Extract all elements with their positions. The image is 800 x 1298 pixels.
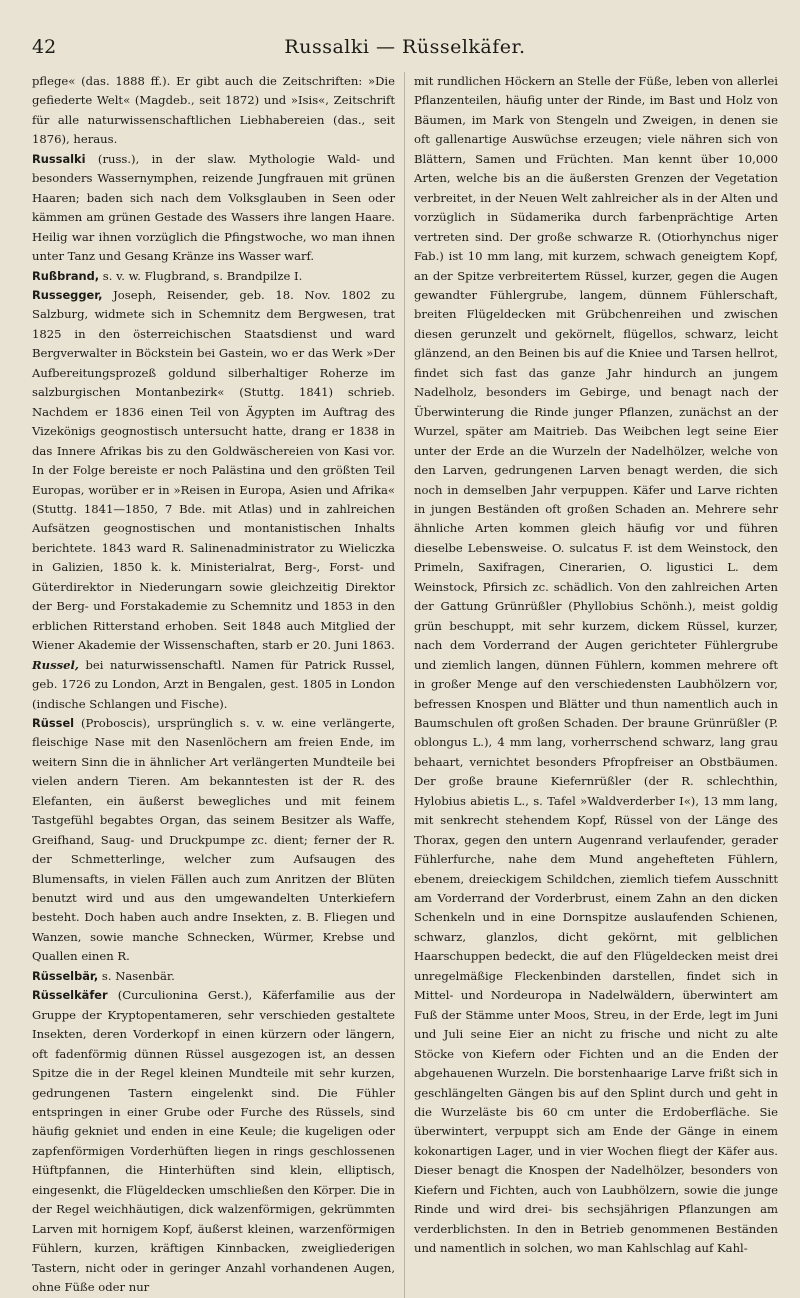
entry-ruesselbaer: [32, 967, 395, 986]
continuation-paragraph: pflege« (das. 1888 ff.). Er gibt auch die Zeitschriften: »Die gefiederte Welt« (Magdeb., seit 1872) und »Isis«, Zeitschrift für alle naturwissenschaftlichen Liebhabereien (das., seit 1876), heraus.: [32, 74, 395, 147]
headword: Russel,: [32, 657, 79, 672]
entry-russel: [32, 656, 395, 714]
entry-ruesselkaefer: [32, 986, 395, 1297]
headword: Rüsselbär,: [32, 968, 99, 983]
continuation-paragraph: mit rundlichen Höckern an Stelle der Füße, leben von allerlei Pflanzenteilen, häufig unter der Rinde, im Bast und Holz von Bäumen, im Mark von Stengeln und Zweigen, in denen sie oft gallenartige Auswüchse erzeugen; viele nähren sich von Blättern, Samen und Früchten. Man kennt über 10,000 Arten, welche bis an die äußersten Grenzen der Vegetation verbreitet, in der Neuen Welt zahlreicher als in der Alten und vorzüglich in Südamerika durch farbenprächtige Arten vertreten sind. Der große schwarze R. (Otiorhynchus niger Fab.) ist 10 mm lang, mit kurzem, schwach geneigtem Kopf, an der Spitze verbreitertem Rüssel, kurzer, gegen die Augen gewandter Fühlergrube, langem, dünnem Fühlerschaft, breiten Flügeldecken mit Grübchenreihen und zwischen diesen gerunzelt und gekörnelt, flügellos, schwarz, leicht glänzend, an den Beinen bis auf die Kniee und Tarsen hellrot, findet sich fast das ganze Jahr hindurch an jungem Nadelholz, besonders im Gebirge, und benagt nach der Überwinterung die Rinde junger Pflanzen, zunächst an der Wurzel, später am Maitrieb. Das Weibchen legt seine Eier unter der Erde an die Wurzeln der Nadelhölzer, welche von den Larven, gedrungenen Larven benagt werden, die sich noch in demselben Jahr verpuppen. Käfer und Larve richten in jungen Beständen oft großen Schaden an. Mehrere sehr ähnliche Arten kommen gleich häufig vor und führen dieselbe Lebensweise. O. sulcatus F. ist dem Weinstock, den Primeln, Saxifragen, Cinerarien, O. ligustici L. dem Weinstock, Pfirsich zc. schädlich. Von den zahlreichen Arten der Gattung Grünrüßler (Phyllobius Schönh.), meist goldig grün beschuppt, mit sehr kurzem, dickem Rüssel, kurzer, nach dem Vorderrand der Augen gerichteter Fühlergrube und ziemlich langen, dünnen Fühlern, kommen mehrere oft in großer Menge auf den verschiedensten Laubhölzern vor, befressen Knospen und Blätter und thun namentlich auch in Baumschulen oft großen Schaden. Der braune Grünrüßler (P. oblongus L.), 4 mm lang, vorherrschend schwarz, lang grau behaart, vernichtet besonders Pfropfreiser an Obstbäumen. Der große braune Kiefernrüßler (der R. schlechthin, Hylobius abietis L., s. Tafel »Waldverderber I«), 13 mm lang, mit senkrecht stehendem Kopf, Rüssel von der Länge des Thorax, gegen den untern Augenrand verlaufender, gerader Fühlerfurche, nahe dem Mund angehefteten Fühlern, ebenem, dreieckigem Schildchen, ziemlich tiefem Ausschnitt am Vorderrand der Vorderbrust, einem Zahn an den dicken Schenkeln und in eine Dornspitze auslaufenden Schienen, schwarz, glanzlos, dicht gekörnt, mit gelblichen Haarschuppen bedeckt, die auf den Flügeldecken meist drei unregelmäßige Fleckenbinden darstellen, findet sich in Mittel- und Nordeuropa in Nadelwäldern, überwintert am Fuß der Stämme unter Moos, Streu, in der Erde, legt im Juni und Juli seine Eier an nicht zu frische und nicht zu alte Stöcke von Kiefern oder Fichten und an die Enden der abgehauenen Wurzeln. Die borstenhaarige Larve frißt sich in geschlängelten Gängen bis auf den Splint durch und geht in die Wurzeläste bis 60 cm unter die Erdoberfläche. Sie überwintert, verpuppt sich am Ende der Gänge in einem kokonartigen Lager, und in vier Wochen fliegt der Käfer aus. Dieser benagt die Knospen der Nadelhölzer, besonders von Kiefern und Fichten, auch von Laubhölzern, sowie die junge Rinde und wird drei- bis sechsjährigen Pflanzungen am verderblichsten. In den in Betrieb genommenen Beständen und namentlich in solchen, wo man Kahlschlag auf Kahl-: [414, 74, 778, 1256]
headword: Russegger,: [32, 287, 103, 302]
page-header: [32, 36, 778, 62]
entry-text: s. Nasenbär.: [98, 968, 175, 983]
entry-text: bei naturwissenschaftl. Namen für Patrick Russel, geb. 1726 zu London, Arzt in Bengalen, gest. 1805 in London (indische Schlangen und Fische).: [32, 657, 395, 711]
entry-russbrand: [32, 267, 395, 286]
entry-text: (Curculionina Gerst.), Käferfamilie aus der Gruppe der Kryptopentameren, sehr verschieden gestaltete Insekten, deren Vorderkopf in einen kürzern oder längern, oft fadenförmig dünnen Rüssel ausgezogen ist, an dessen Spitze die in der Regel kleinen Mundteile mit sehr kurzen, gedrungenen Tastern eingelenkt sind. Die Fühler entspringen in einer Grube oder Furche des Rüssels, sind häufig gekniet und enden in eine Keule; die kugeligen oder zapfenförmigen Vorderhüften liegen in rings geschlossenen Hüftpfannen, die Hinterhüften sind klein, elliptisch, eingesenkt, die Flügeldecken umschließen den Körper. Die in der Regel weichhäutigen, dick walzenförmigen, gekrümmten Larven mit hornigem Kopf, äußerst kleinen, warzenförmigen Fühlern, kurzen, kräftigen Kinnbacken, zweigliederigen Tastern, nicht oder in geringer Anzahl vorhandenen Augen, ohne Füße oder nur: [32, 988, 395, 1295]
entry-text: (russ.), in der slaw. Mythologie Wald- und besonders Wassernymphen, reizende Jungfrauen mit grünen Haaren; baden sich nach dem Volksglauben in Seen oder kämmen am grünen Gestade des Wassers ihre langen Haare. Heilig war ihnen vorzüglich die Pfingstwoche, wo man ihnen unter Tanz und Gesang Kränze ins Wasser warf.: [32, 151, 395, 264]
page-number: 42: [32, 36, 57, 58]
left-column: [32, 72, 405, 1298]
headword: Rüssel: [32, 715, 75, 730]
headword: Russalki: [32, 151, 86, 166]
headword: Rüsselkäfer: [32, 988, 108, 1003]
entry-ruessel: [32, 714, 395, 967]
entry-russalki: [32, 150, 395, 267]
right-column: [405, 72, 778, 1298]
text-columns: [32, 72, 778, 1298]
running-title: Russalki — Rüsselkäfer.: [284, 36, 526, 58]
entry-text: Joseph, Reisender, geb. 18. Nov. 1802 zu Salzburg, widmete sich in Schemnitz dem Bergwesen, trat 1825 in den österreichischen Staatsdienst und ward Bergverwalter in Böckstein bei Gastein, wo er das Werk »Der Aufbereitungsprozeß goldund silberhaltiger Roherze im salzburgischen Montanbezirk« (Stuttg. 1841) schrieb. Nachdem er 1836 einen Teil von Ägypten im Auftrag des Vizekönigs geognostisch untersucht hatte, drang er 1838 in das Innere Afrikas bis zu den Goldwäschereien von Kasi vor. In der Folge bereiste er noch Palästina und den größten Teil Europas, worüber er in »Reisen in Europa, Asien und Afrika« (Stuttg. 1841—1850, 7 Bde. mit Atlas) und in zahlreichen Aufsätzen geognostischen und montanistischen Inhalts berichtete. 1843 ward R. Salinenadministrator zu Wieliczka in Galizien, 1850 k. k. Ministerialrat, Berg-, Forst- und Güterdirektor in Niederungarn sowie gleichzeitig Direktor der Berg- und Forstakademie zu Schemnitz und 1853 in den erblichen Ritterstand erhoben. Seit 1848 auch Mitglied der Wiener Akademie der Wissenschaften, starb er 20. Juni 1863.: [32, 287, 395, 653]
headword: Rußbrand,: [32, 268, 100, 283]
entry-text: (Proboscis), ursprünglich s. v. w. eine verlängerte, fleischige Nase mit den Nasenlöchern am freien Ende, im weitern Sinn die in ähnlicher Art verlängerten Mundteile bei vielen andern Tieren. Am bekanntesten ist der R. des Elefanten, ein äußerst bewegliches und mit feinem Tastgefühl begabtes Organ, das seinem Besitzer als Waffe, Greifhand, Saug- und Druckpumpe zc. dient; ferner der R. der Schmetterlinge, welcher zum Aufsaugen des Blumensafts, in vielen Fällen auch zum Anritzen der Blüten benutzt wird und aus den umgewandelten Unterkiefern besteht. Doch haben auch andre Insekten, z. B. Fliegen und Wanzen, sowie manche Schnecken, Würmer, Krebse und Quallen einen R.: [32, 715, 395, 964]
entry-russegger: [32, 286, 395, 656]
entry-text: s. v. w. Flugbrand, s. Brandpilze I.: [99, 268, 303, 283]
